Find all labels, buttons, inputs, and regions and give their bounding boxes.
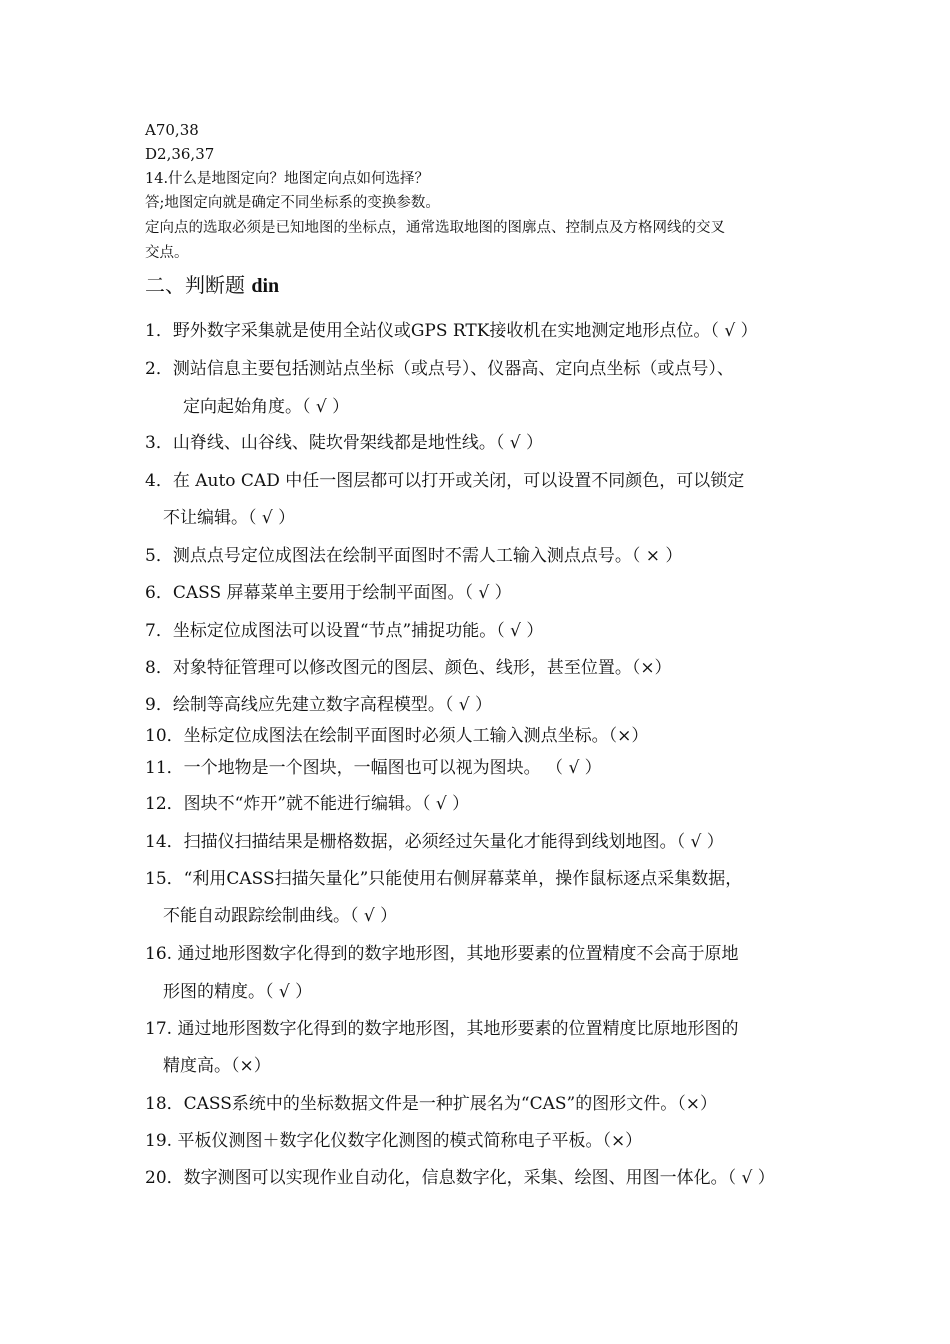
item-6: 6．CASS 屏幕菜单主要用于绘制平面图。（ √ ） xyxy=(145,583,512,603)
item-10: 10．坐标定位成图法在绘制平面图时必须人工输入测点坐标。（×） xyxy=(145,726,649,746)
answer-line-3: 交点。 xyxy=(145,245,189,261)
intro-line-2: D2,36,37 xyxy=(145,145,215,163)
item-11: 11．一个地物是一个图块，一幅图也可以视为图块。 （ √ ） xyxy=(145,758,602,778)
item-4-continued: 不让编辑。（ √ ） xyxy=(163,508,296,528)
item-20: 20．数字测图可以实现作业自动化，信息数字化，采集、绘图、用图一体化。（ √ ） xyxy=(145,1168,775,1188)
item-4: 4．在 Auto CAD 中任一图层都可以打开或关闭，可以设置不同颜色，可以锁定 xyxy=(145,471,745,491)
section-title: 二、判断题 xyxy=(145,273,245,297)
item-15: 15．“利用CASS扫描矢量化”只能使用右侧屏幕菜单，操作鼠标逐点采集数据， xyxy=(145,869,743,889)
item-17-continued: 精度高。（×） xyxy=(163,1056,271,1076)
item-17: 17. 通过地形图数字化得到的数字地形图，其地形要素的位置精度比原地形图的 xyxy=(145,1019,739,1039)
section-title-suffix: din xyxy=(251,275,280,297)
answer-line-2: 定向点的选取必须是已知地图的坐标点，通常选取地图的图廓点、控制点及方格网线的交叉 xyxy=(145,220,725,236)
item-2: 2．测站信息主要包括测站点坐标（或点号）、仪器高、定向点坐标（或点号）、 xyxy=(145,359,734,379)
item-3: 3．山脊线、山谷线、陡坎骨架线都是地性线。（ √ ） xyxy=(145,433,543,453)
item-12: 12．图块不“炸开”就不能进行编辑。（ √ ） xyxy=(145,794,470,814)
item-18: 18．CASS系统中的坐标数据文件是一种扩展名为“CAS”的图形文件。（×） xyxy=(145,1094,717,1114)
item-7: 7．坐标定位成图法可以设置“节点”捕捉功能。（ √ ） xyxy=(145,621,544,641)
question-14: 14.什么是地图定向？地图定向点如何选择？ xyxy=(145,171,430,187)
item-14: 14．扫描仪扫描结果是栅格数据，必须经过矢量化才能得到线划地图。（ √ ） xyxy=(145,832,724,852)
item-16-continued: 形图的精度。（ √ ） xyxy=(163,982,313,1002)
item-16: 16. 通过地形图数字化得到的数字地形图，其地形要素的位置精度不会高于原地 xyxy=(145,944,739,964)
answer-line-1: 答;地图定向就是确定不同坐标系的变换参数。 xyxy=(145,195,440,211)
item-2-continued: 定向起始角度。（ √ ） xyxy=(183,397,350,417)
item-15-continued: 不能自动跟踪绘制曲线。（ √ ） xyxy=(163,906,398,926)
item-5: 5．测点点号定位成图法在绘制平面图时不需人工输入测点点号。（ × ） xyxy=(145,546,683,566)
item-1: 1．野外数字采集就是使用全站仪或GPS RTK接收机在实地测定地形点位。（ √ ） xyxy=(145,321,758,341)
item-8: 8．对象特征管理可以修改图元的图层、颜色、线形，甚至位置。（×） xyxy=(145,658,672,678)
item-19: 19. 平板仪测图＋数字化仪数字化测图的模式简称电子平板。（×） xyxy=(145,1131,643,1151)
intro-line-1: A70,38 xyxy=(145,121,199,139)
item-9: 9．绘制等高线应先建立数字高程模型。（ √ ） xyxy=(145,695,492,715)
section-heading xyxy=(145,271,279,300)
